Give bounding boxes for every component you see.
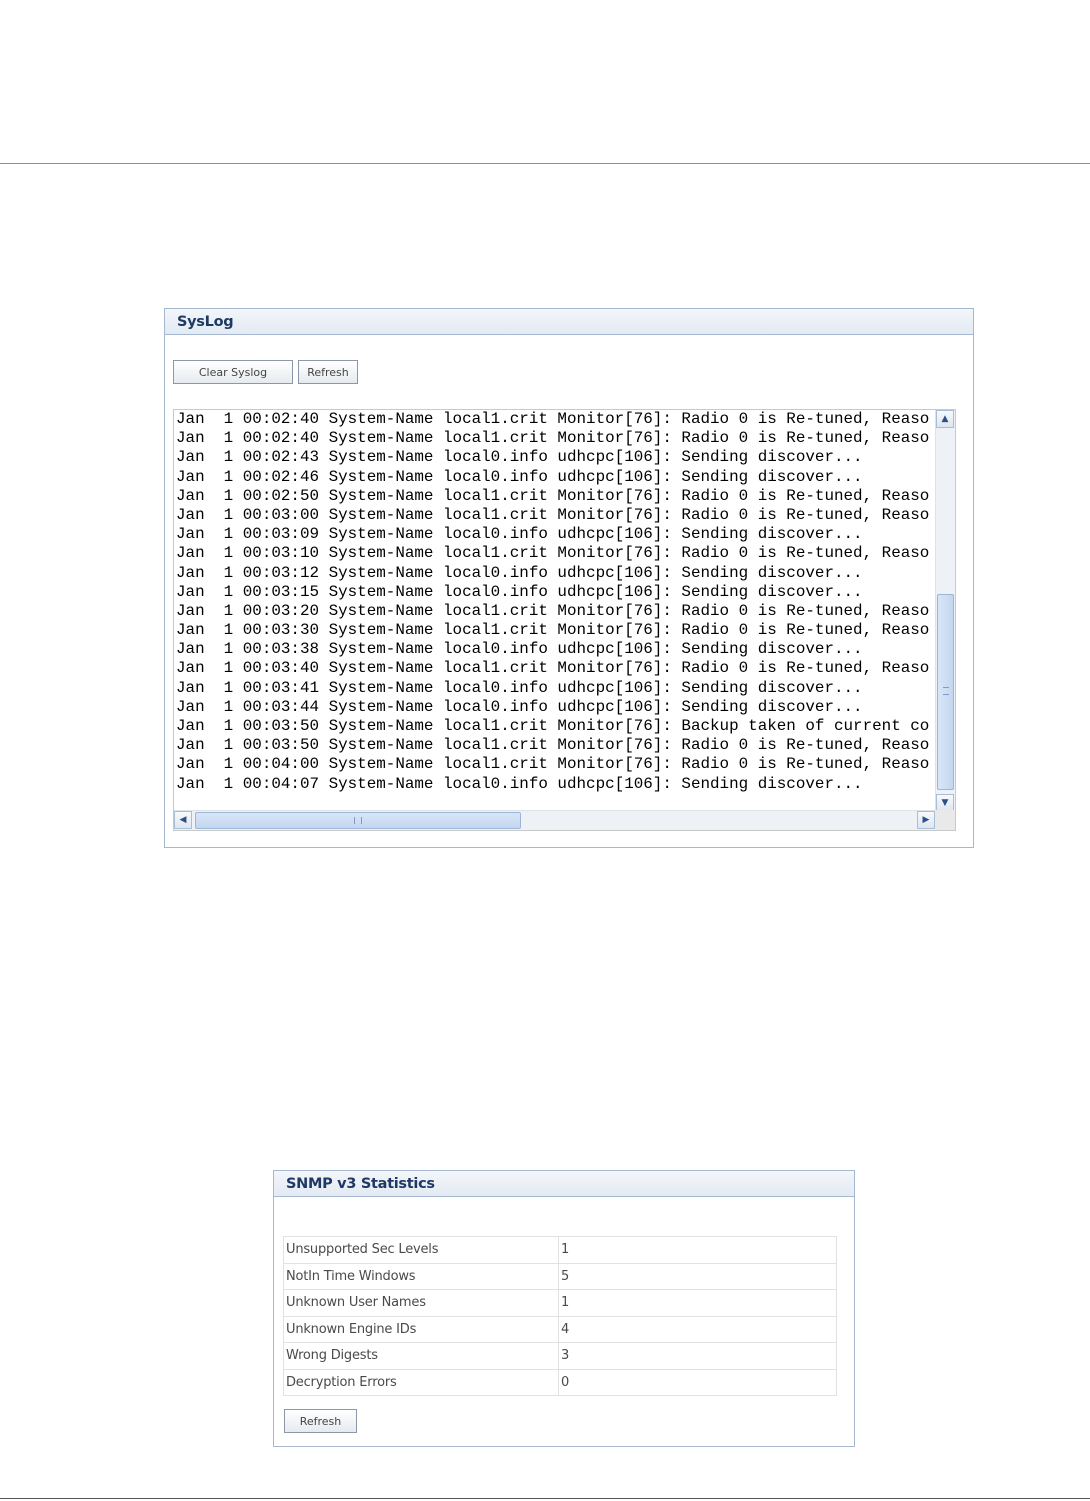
grip-icon <box>354 817 362 824</box>
log-line: Jan 1 00:03:12 System-Name local0.info udhcpc[106]: Sending discover... <box>176 563 863 582</box>
log-line: Jan 1 00:04:07 System-Name local0.info udhcpc[106]: Sending discover... <box>176 774 863 793</box>
syslog-lines <box>176 410 934 808</box>
refresh-syslog-button[interactable]: Refresh <box>298 360 358 384</box>
grip-icon <box>943 687 949 695</box>
log-line: Jan 1 00:03:50 System-Name local1.crit Monitor[76]: Backup taken of current co <box>176 717 930 735</box>
log-line: Jan 1 00:03:44 System-Name local0.info udhcpc[106]: Sending discover... <box>176 697 863 716</box>
log-line: Jan 1 00:04:00 System-Name local1.crit Monitor[76]: Radio 0 is Re-tuned, Reaso <box>176 755 930 774</box>
scroll-down-icon[interactable]: ▼ <box>936 794 954 812</box>
header-divider <box>0 163 1090 164</box>
table-row <box>284 1263 837 1290</box>
log-line: Jan 1 00:03:10 System-Name local1.crit Monitor[76]: Radio 0 is Re-tuned, Reaso <box>176 544 930 563</box>
log-line: Jan 1 00:03:09 System-Name local0.info udhcpc[106]: Sending discover... <box>176 525 863 544</box>
footer-divider <box>0 1498 1090 1499</box>
scroll-up-icon[interactable]: ▲ <box>936 410 954 428</box>
table-row <box>284 1316 837 1343</box>
scrollbar-corner <box>935 810 955 830</box>
snmp-stats-table <box>283 1236 837 1396</box>
stat-value: 1 <box>559 1237 837 1264</box>
syslog-panel <box>164 308 974 848</box>
stat-label: Unknown User Names <box>284 1290 559 1317</box>
table-row <box>284 1369 837 1396</box>
syslog-textarea[interactable] <box>173 409 956 831</box>
snmp-title: SNMP v3 Statistics <box>274 1171 854 1197</box>
table-row <box>284 1237 837 1264</box>
log-line: Jan 1 00:03:20 System-Name local1.crit Monitor[76]: Radio 0 is Re-tuned, Reaso <box>176 601 930 620</box>
log-line: Jan 1 00:02:40 System-Name local1.crit Monitor[76]: Radio 0 is Re-tuned, Reaso <box>176 410 930 428</box>
log-line: Jan 1 00:03:50 System-Name local1.crit Monitor[76]: Radio 0 is Re-tuned, Reaso <box>176 736 930 755</box>
horizontal-scrollbar[interactable] <box>174 810 935 830</box>
scroll-left-icon[interactable]: ◀ <box>174 811 192 829</box>
stat-label: Decryption Errors <box>284 1369 559 1396</box>
table-row <box>284 1290 837 1317</box>
stat-label: Unsupported Sec Levels <box>284 1237 559 1264</box>
log-line: Jan 1 00:03:15 System-Name local0.info udhcpc[106]: Sending discover... <box>176 582 863 601</box>
scroll-right-icon[interactable]: ▶ <box>917 811 935 829</box>
stat-value: 1 <box>559 1290 837 1317</box>
stat-label: NotIn Time Windows <box>284 1263 559 1290</box>
vertical-scroll-thumb[interactable] <box>937 594 954 790</box>
log-line: Jan 1 00:02:43 System-Name local0.info udhcpc[106]: Sending discover... <box>176 448 863 467</box>
log-line: Jan 1 00:02:40 System-Name local1.crit Monitor[76]: Radio 0 is Re-tuned, Reaso <box>176 429 930 448</box>
table-row <box>284 1343 837 1370</box>
log-line: Jan 1 00:02:50 System-Name local1.crit Monitor[76]: Radio 0 is Re-tuned, Reaso <box>176 486 930 505</box>
log-line: Jan 1 00:03:41 System-Name local0.info udhcpc[106]: Sending discover... <box>176 678 863 697</box>
stat-value: 4 <box>559 1316 837 1343</box>
log-line: Jan 1 00:03:00 System-Name local1.crit Monitor[76]: Radio 0 is Re-tuned, Reaso <box>176 505 930 524</box>
stat-label: Wrong Digests <box>284 1343 559 1370</box>
log-line: Jan 1 00:02:46 System-Name local0.info udhcpc[106]: Sending discover... <box>176 467 863 486</box>
vertical-scrollbar[interactable] <box>935 410 955 812</box>
log-line: Jan 1 00:03:40 System-Name local1.crit Monitor[76]: Radio 0 is Re-tuned, Reaso <box>176 659 930 678</box>
clear-syslog-button[interactable]: Clear Syslog <box>173 360 293 384</box>
log-line: Jan 1 00:03:30 System-Name local1.crit Monitor[76]: Radio 0 is Re-tuned, Reaso <box>176 621 930 640</box>
log-line: Jan 1 00:03:38 System-Name local0.info udhcpc[106]: Sending discover... <box>176 640 863 659</box>
stat-label: Unknown Engine IDs <box>284 1316 559 1343</box>
stat-value: 5 <box>559 1263 837 1290</box>
stat-value: 0 <box>559 1369 837 1396</box>
refresh-snmp-button[interactable]: Refresh <box>284 1409 357 1433</box>
stat-value: 3 <box>559 1343 837 1370</box>
snmp-panel <box>273 1170 855 1447</box>
syslog-title: SysLog <box>165 309 973 335</box>
horizontal-scroll-thumb[interactable] <box>195 812 521 829</box>
